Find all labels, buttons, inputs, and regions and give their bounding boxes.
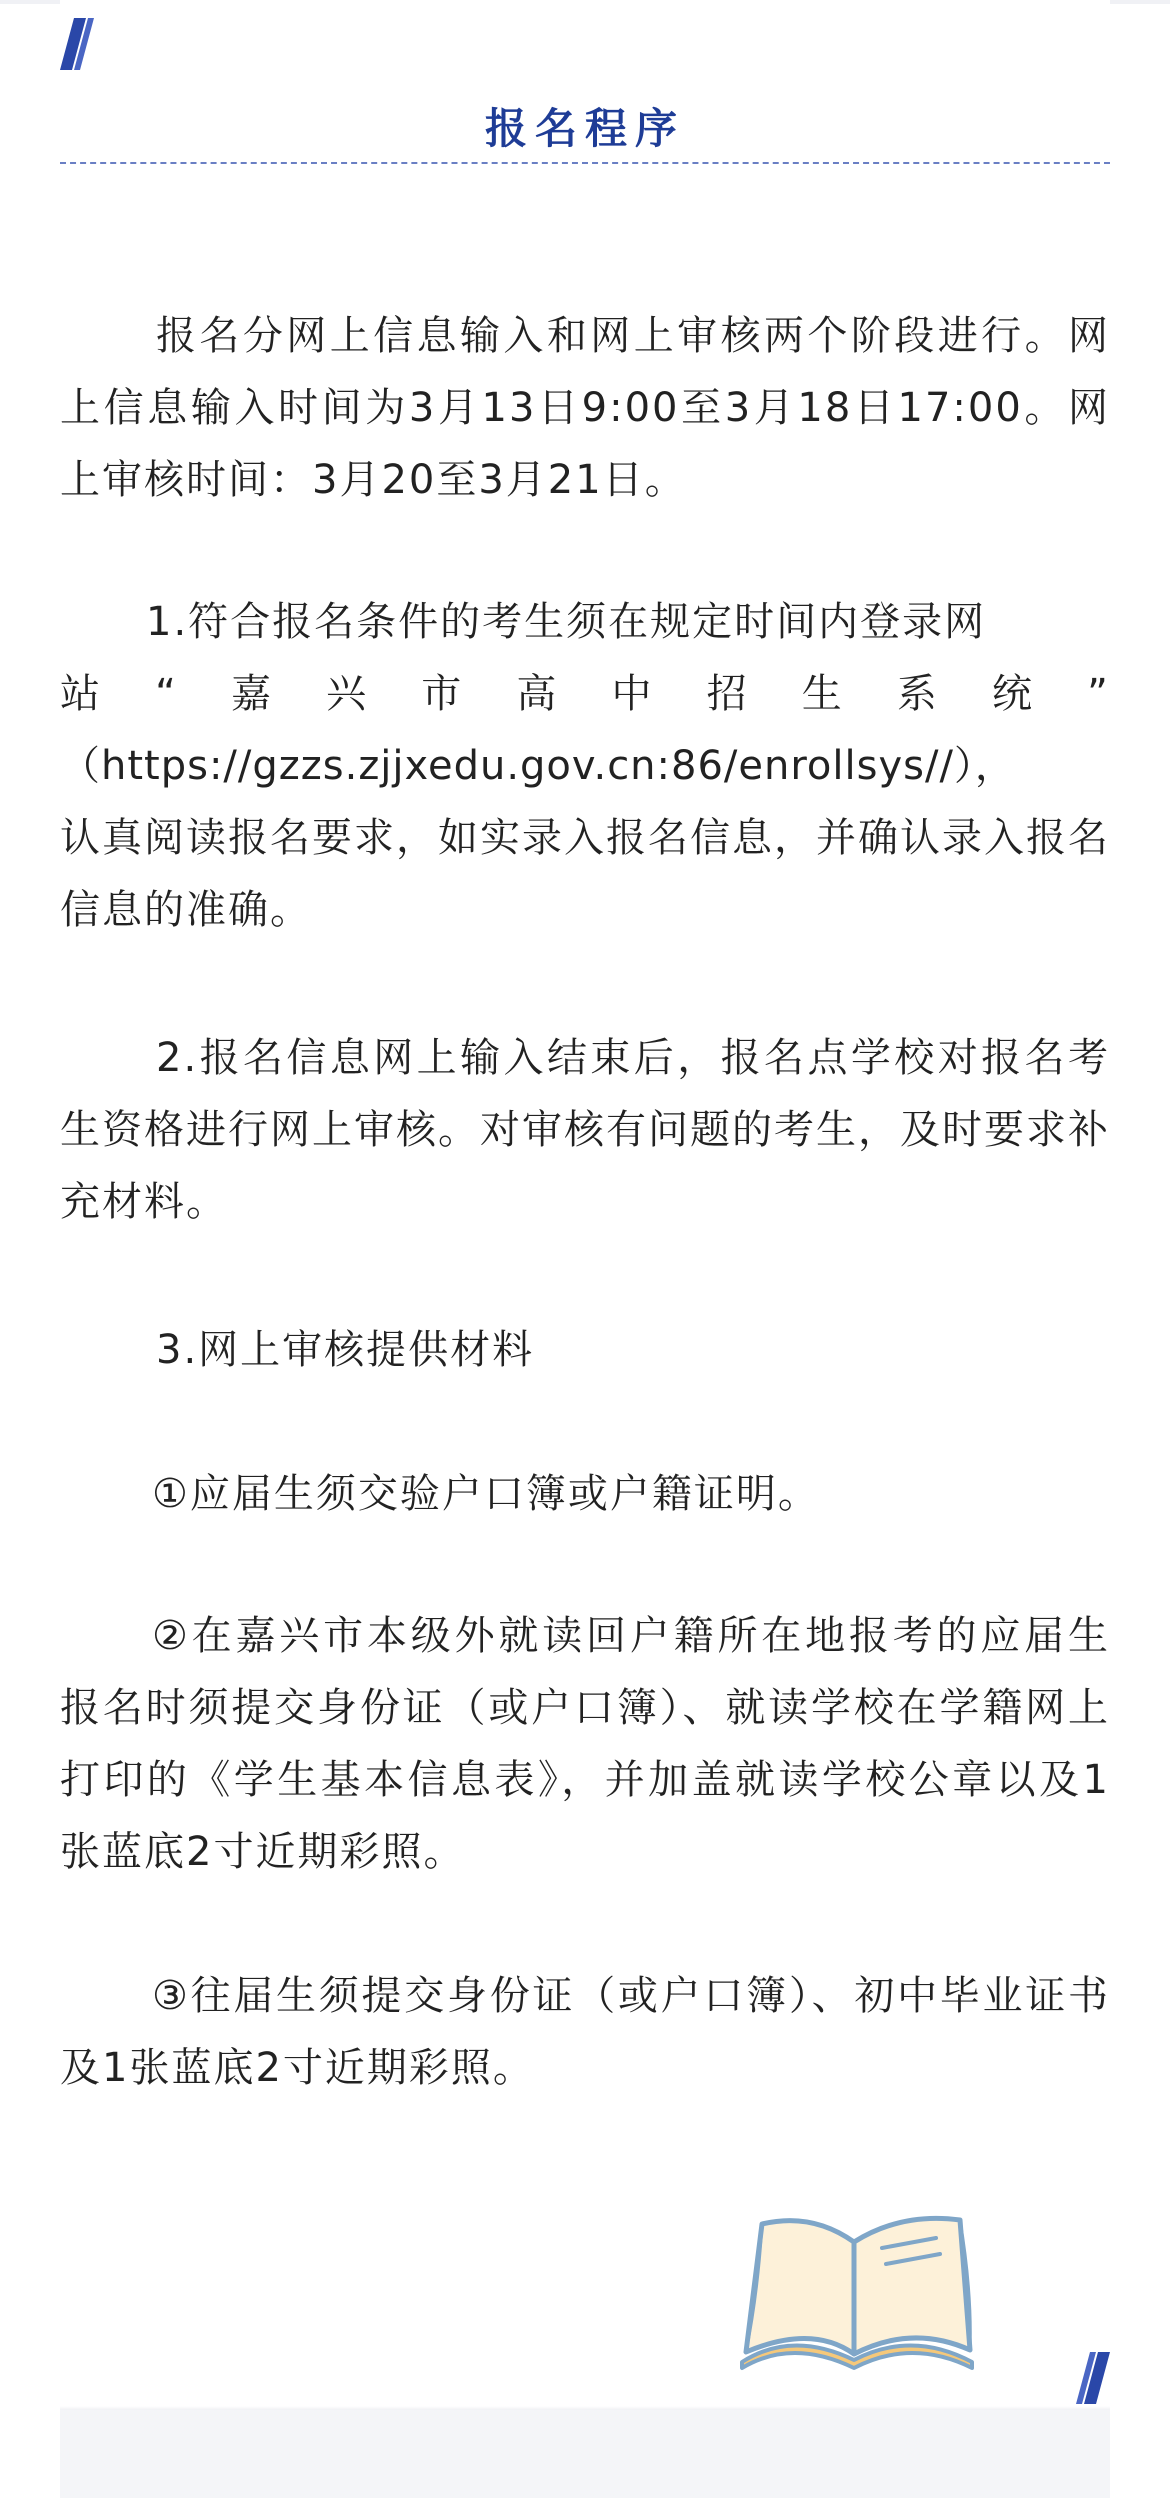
site-char: 兴 (326, 671, 369, 717)
material-item-1: ①应届生须交验户口簿或户籍证明。 (152, 1471, 820, 1517)
step2-paragraph: 2.报名信息网上输入结束后，报名点学校对报名考生资格进行网上审核。对审核有问题的考生，及时要求补充材料。 (60, 1035, 1110, 1225)
enroll-url-link[interactable]: （https://gzzs.zjjxedu.gov.cn:86/enrollsys//）， (60, 743, 1016, 789)
site-char: 统 (991, 671, 1034, 717)
intro-paragraph: 报名分网上信息输入和网上审核两个阶段进行。网上信息输入时间为3月13日9:00至3月18日17:00。网上审核时间：3月20至3月21日。 (60, 313, 1110, 503)
material-item-2: ②在嘉兴市本级外就读回户籍所在地报考的应届生报名时须提交身份证（或户口簿）、就读学校在学籍网上打印的《学生基本信息表》，并加盖就读学校公章以及1张蓝底2寸近期彩照。 (60, 1613, 1110, 1875)
site-char: 中 (611, 671, 654, 717)
step1-paragraph (60, 586, 1110, 946)
site-char: 系 (896, 671, 939, 717)
content-card (60, 0, 1110, 2410)
step1-site-line (60, 658, 1110, 730)
section-heading: 报名程序 (484, 104, 685, 153)
site-char: ” (1087, 671, 1110, 717)
heading-divider (60, 162, 1110, 164)
site-char: 高 (516, 671, 559, 717)
site-char: 生 (801, 671, 844, 717)
bottom-band (60, 2410, 1110, 2498)
site-char: “ (155, 671, 178, 717)
site-char: 嘉 (230, 671, 273, 717)
site-char: 站 (60, 671, 102, 717)
material-item-3: ③往届生须提交身份证（或户口簿）、初中毕业证书及1张蓝底2寸近期彩照。 (60, 1973, 1110, 2091)
step3-heading: 3.网上审核提供材料 (156, 1327, 535, 1373)
step1-line1: 1.符合报名条件的考生须在规定时间内登录网 (146, 599, 987, 645)
corner-slash-icon (1076, 2352, 1110, 2404)
step1-rest: 认真阅读报名要求，如实录入报名信息，并确认录入报名信息的准确。 (60, 815, 1110, 933)
corner-slash-icon (60, 18, 94, 70)
site-char: 招 (706, 671, 749, 717)
open-book-icon (722, 2212, 984, 2372)
site-char: 市 (421, 671, 464, 717)
